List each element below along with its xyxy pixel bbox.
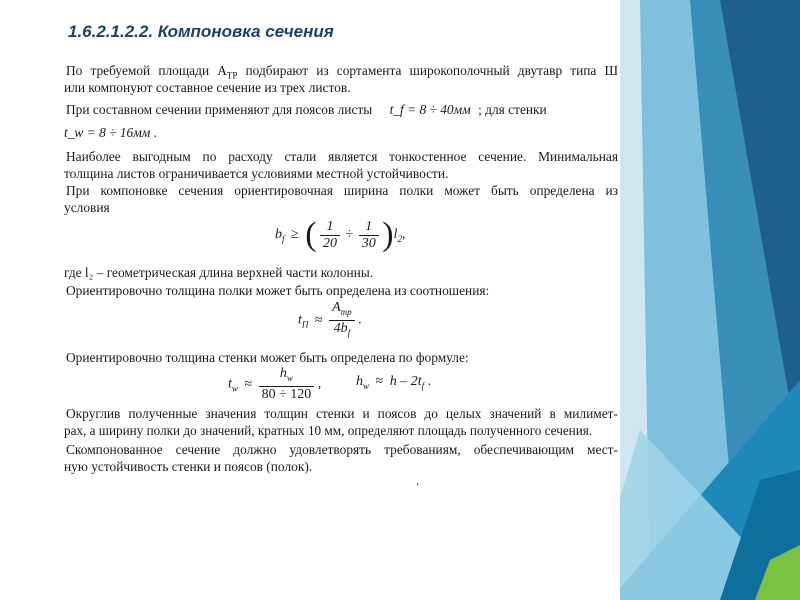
equation-web-thickness: $t_w$ ≈ $\frac{h_w}{80 \div 120}$ , — [228, 366, 322, 402]
p9-line1: Скомпонованное сечение должно удовлетворять требованиям, обеспечивающим мест- — [66, 442, 618, 457]
p2-formula-tw: t_w = 8 ÷ 16мм — [64, 125, 151, 140]
p1-line2: или компонуют составное сечение из трех листов. — [64, 80, 351, 95]
p4-line2: условия — [64, 200, 110, 215]
equation-flange-width: $b_f$ ≥ ( $\frac{1}{20}$ ÷ $\frac{1}{30}$ )$l_2$, — [275, 216, 406, 253]
p6-line1: Ориентировочно толщина полки может быть определена из соотношения: — [66, 283, 490, 298]
equation-flange-thickness: $t_П$ ≈ $\frac{A_{тр}}{4b_f}$ . — [298, 300, 362, 338]
p1-line1: По требуемой площади $A_{ТР}$ подбирают из сортамента широкополочный двутавр типа Ш — [66, 63, 618, 81]
p2-line2: t_w = 8 ÷ 16мм . — [64, 125, 158, 140]
equation-web-height: $h_w \approx h - 2t_f$ . — [356, 374, 432, 391]
p7-line1: Ориентировочно толщина стенки может быть определена по формуле: — [66, 350, 469, 365]
p8-line2: рах, а ширину полки до значений, кратных 10 мм, определяют площадь полученного сечения. — [64, 423, 593, 438]
section-title: 1.6.2.1.2.2. Компоновка сечения — [68, 22, 334, 41]
p9-line2: ную устойчивость стенки и поясов (полок). — [64, 459, 313, 474]
p8-line1: Округлив полученные значения толщин стенки и поясов до целых значений в милимет- — [66, 406, 618, 421]
p3-line2: толщина листов ограничивается условиями местной устойчивости. — [64, 166, 449, 181]
p4-line1: При компоновке сечения ориентировочная ширина полки может быть определена из — [66, 183, 618, 198]
p3-line1: Наиболее выгодным по расходу стали является тонкостенное сечение. Минимальная — [66, 149, 618, 164]
stray-mark: . — [416, 473, 420, 488]
p2-formula-tf: t_f = 8 ÷ 40мм — [389, 102, 471, 117]
p2-line1: При составном сечении применяют для поясов листы t_f = 8 ÷ 40мм ; для стенки — [66, 102, 547, 117]
p5-line1: где l₂ – геометрическая длина верхней части колонны. — [64, 265, 374, 280]
